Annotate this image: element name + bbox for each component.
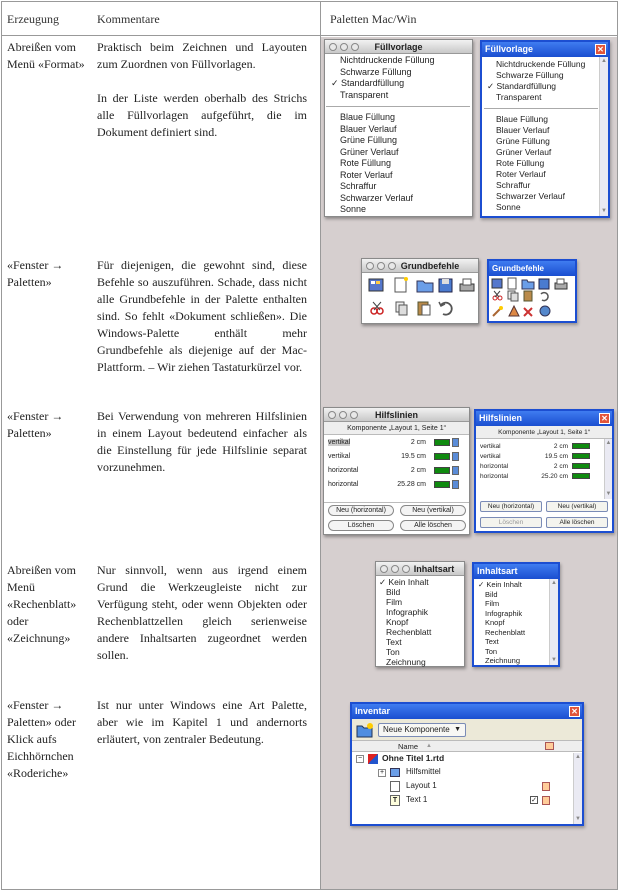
cut-icon (493, 291, 502, 300)
list-item[interactable]: Grüne Füllung (340, 135, 398, 145)
sort-ascending-icon: ▲ (426, 743, 432, 749)
list-item[interactable]: Grüne Füllung (496, 136, 550, 146)
new-folder-icon[interactable] (356, 722, 374, 738)
document-icon (368, 754, 378, 764)
close-dot-icon[interactable] (366, 262, 374, 270)
tree-item[interactable]: Hilfsmittel (406, 767, 441, 776)
zoom-dot-icon[interactable] (350, 411, 358, 419)
zoom-dot-icon[interactable] (388, 262, 396, 270)
list-item[interactable]: Ton (485, 646, 498, 656)
list-item[interactable]: Infographik (485, 608, 523, 618)
document-name[interactable]: Ohne Titel 1.rtd (382, 753, 445, 763)
close-icon[interactable]: ✕ (599, 413, 610, 424)
scroll-down-icon[interactable]: ▼ (575, 816, 581, 822)
copy-icon (396, 302, 407, 315)
layout-icon (390, 781, 400, 792)
close-icon[interactable]: ✕ (569, 706, 580, 717)
list-item[interactable]: Zeichnung (386, 657, 426, 667)
color-swatch[interactable] (434, 481, 450, 488)
zoom-dot-icon[interactable] (402, 565, 410, 573)
list-item[interactable]: Knopf (386, 617, 409, 627)
list-item[interactable]: Rechenblatt (485, 627, 526, 637)
palette-titlebar[interactable] (474, 564, 558, 579)
stepper[interactable] (452, 480, 459, 489)
list-item[interactable]: Zeichnung (485, 656, 521, 665)
content-type-list (376, 576, 464, 667)
grundbefehle-win-palette (487, 259, 577, 323)
minimize-dot-icon[interactable] (339, 411, 347, 419)
scroll-up-icon[interactable]: ▲ (601, 58, 607, 64)
kommentar-text: Ist nur unter Windows eine Art Palette, aber wie im Kapitel 1 und andernorts erläutert, von zentraler Bedeutung. (97, 698, 307, 746)
header-kommentare: Kommentare (97, 12, 160, 26)
palette-titlebar[interactable] (325, 40, 472, 54)
tree-item[interactable]: Layout 1 (406, 781, 437, 790)
fuellvorlage-win-palette (480, 40, 610, 218)
scroll-down-icon[interactable]: ▼ (605, 491, 612, 497)
print-icon (460, 279, 474, 291)
table-header (2, 2, 617, 36)
erzeugung-cell: «Fenster → Paletten» (7, 409, 64, 440)
tool-icon (509, 306, 519, 316)
delete-button[interactable]: Löschen (480, 517, 542, 528)
color-swatch[interactable] (572, 453, 590, 459)
kommentar-text: Für diejenigen, die gewohnt sind, diese Befehle so auszuführen. Schade, dass nicht alle Grundbefehle in der Palette enthalten sind. So fehlt «Dokument schließen». Die Windows-Palette enthält mehr Grundbefehle als diejenige auf der Mac-Plattform. – Wir ziehen Tastaturkürzel vor. (97, 258, 307, 374)
minimize-dot-icon[interactable] (377, 262, 385, 270)
text-icon: T (390, 795, 400, 806)
guide-orientation: vertikal (328, 453, 351, 460)
inventar-tree (352, 752, 582, 820)
list-item[interactable]: Film (485, 599, 500, 608)
paste-icon (418, 302, 430, 315)
scroll-up-icon[interactable]: ▲ (575, 754, 581, 760)
list-item[interactable]: Nichtdruckende Füllung (496, 59, 586, 69)
guide-value: 19.5 cm (544, 453, 568, 460)
kommentar-cell (97, 39, 307, 141)
delete-button[interactable]: Löschen (328, 520, 394, 531)
list-item[interactable]: Roter Verlauf (496, 169, 546, 179)
palette-title: Füllvorlage (485, 44, 534, 54)
fuellvorlage-mac-palette (324, 39, 473, 217)
list-item[interactable]: ✓ Kein Inhalt (379, 577, 429, 587)
header-paletten: Paletten Mac/Win (330, 12, 417, 26)
color-swatch[interactable] (434, 453, 450, 460)
guide-orientation: vertikal (480, 443, 501, 450)
scrollbar[interactable] (549, 579, 558, 665)
list-item[interactable]: ✓ Standardfüllung (487, 81, 557, 91)
content-type-list (474, 579, 558, 666)
list-item[interactable]: Nichtdruckende Füllung (340, 55, 435, 65)
stepper[interactable] (452, 438, 459, 447)
kommentar-cell (97, 408, 307, 476)
stepper[interactable] (452, 452, 459, 461)
guide-orientation: horizontal (328, 481, 359, 488)
list-item[interactable]: Text (485, 637, 499, 646)
list-item[interactable]: Blaue Füllung (496, 114, 548, 124)
dropdown-label: Neue Komponente (383, 725, 450, 734)
list-item[interactable]: Transparent (496, 92, 542, 102)
guide-value: 2 cm (553, 463, 568, 470)
lock-column-icon (545, 742, 554, 750)
list-item[interactable]: Grüner Verlauf (496, 147, 552, 157)
color-swatch[interactable] (572, 473, 590, 479)
palette-titlebar[interactable] (476, 411, 612, 426)
print-icon (555, 279, 567, 289)
list-item[interactable]: Blaue Füllung (340, 112, 396, 122)
list-item[interactable]: Text (386, 637, 402, 647)
palette-titlebar[interactable] (324, 408, 469, 422)
guide-value: 25.28 cm (397, 481, 426, 488)
palette-title: Grundbefehle (492, 264, 545, 273)
palette-title: Inhaltsart (477, 566, 518, 576)
grundbefehle-mac-palette (361, 258, 479, 324)
scrollbar[interactable] (573, 753, 582, 824)
color-swatch[interactable] (434, 467, 450, 474)
palette-title: Hilfslinien (479, 413, 523, 423)
command-icons (489, 276, 575, 321)
inhaltsart-win-palette (472, 562, 560, 667)
scroll-down-icon[interactable]: ▼ (601, 208, 607, 214)
palette-title: Füllvorlage (374, 42, 423, 52)
guide-list (324, 435, 469, 503)
component-label: Komponente „Layout 1, Seite 1“ (324, 422, 469, 435)
scroll-down-icon[interactable]: ▼ (551, 657, 557, 663)
list-item[interactable]: Schwarzer Verlauf (496, 191, 565, 201)
cut-icon (371, 302, 383, 314)
color-swatch[interactable] (572, 443, 590, 449)
erzeugung-cell: Abreißen vom Menü «Rechenblatt» oder «Zeichnung» (7, 563, 77, 645)
open-folder-icon (417, 281, 433, 292)
palette-titlebar[interactable] (482, 42, 608, 57)
kommentar-cell (97, 697, 307, 748)
palette-titlebar[interactable] (376, 562, 464, 576)
kommentar-cell (97, 257, 307, 376)
close-icon[interactable]: ✕ (595, 44, 606, 55)
minimize-dot-icon[interactable] (391, 565, 399, 573)
list-item[interactable]: Roter Verlauf (340, 169, 393, 180)
list-item[interactable]: Schwarzer Verlauf (340, 192, 414, 203)
new-component-dropdown[interactable] (378, 723, 466, 737)
erzeugung-cell: «Fenster → Paletten» (7, 258, 64, 289)
list-item[interactable]: Blauer Verlauf (496, 125, 550, 135)
starter-center-icon (492, 279, 502, 288)
list-item[interactable]: Film (386, 597, 403, 607)
hilfslinien-win-palette (474, 409, 614, 533)
minimize-dot-icon[interactable] (340, 43, 348, 51)
list-item[interactable]: ✓ Kein Inhalt (478, 580, 522, 589)
folder-icon (390, 768, 400, 777)
delete-all-button[interactable]: Alle löschen (400, 520, 466, 531)
starter-center-icon (369, 279, 383, 291)
kommentar-text: In der Liste werden oberhalb des Strichs alle Füllvorlagen aufgeführt, die im Dokument definiert sind. (97, 91, 307, 139)
command-buttons (362, 273, 478, 330)
inventar-toolbar (352, 719, 582, 741)
guide-orientation: horizontal (480, 463, 509, 470)
list-item[interactable]: Bild (485, 589, 498, 599)
guide-orientation: vertikal (328, 439, 351, 446)
list-item[interactable]: Infographik (386, 607, 429, 617)
guide-orientation: horizontal (328, 467, 359, 474)
guide-orientation: horizontal (480, 473, 509, 480)
palette-title: Grundbefehle (400, 261, 460, 271)
tree-item[interactable]: Text 1 (406, 795, 428, 804)
guide-value: 2 cm (410, 467, 426, 474)
close-dot-icon[interactable] (380, 565, 388, 573)
tool2-icon (524, 308, 532, 316)
list-item[interactable]: Knopf (485, 618, 505, 627)
save-icon (439, 279, 452, 292)
close-dot-icon[interactable] (328, 411, 336, 419)
chevron-down-icon: ▼ (454, 726, 461, 733)
wand-icon (493, 306, 503, 316)
scrollbar[interactable] (604, 439, 612, 499)
palette-title: Inhaltsart (413, 564, 455, 574)
expand-icon[interactable]: + (379, 769, 385, 776)
guide-list (476, 439, 612, 499)
lock-icon[interactable] (542, 782, 550, 791)
checkbox-checked[interactable]: ✓ (531, 797, 537, 804)
list-item[interactable]: Grüner Verlauf (340, 146, 399, 157)
panel-title: Inventar (355, 706, 391, 716)
guide-orientation: vertikal (480, 453, 501, 460)
palette-title: Hilfslinien (374, 410, 418, 420)
paste-icon (524, 291, 532, 301)
scroll-up-icon[interactable]: ▲ (605, 440, 612, 446)
list-item[interactable]: Rote Füllung (340, 158, 392, 168)
guide-row[interactable] (480, 471, 604, 482)
fill-list (325, 54, 472, 216)
list-item[interactable]: Transparent (340, 89, 389, 100)
list-item[interactable]: Rote Füllung (496, 158, 545, 168)
color-swatch[interactable] (572, 463, 590, 469)
color-swatch[interactable] (434, 439, 450, 446)
list-item[interactable]: Schraffur (340, 181, 377, 191)
list-item[interactable]: Sonne (340, 204, 367, 214)
delete-all-button[interactable]: Alle löschen (546, 517, 608, 528)
name-column-label: Name (398, 742, 419, 751)
list-item[interactable]: Bild (386, 587, 401, 597)
palette-titlebar[interactable] (362, 259, 478, 273)
list-item[interactable]: ✓ Standardfüllung (331, 78, 405, 88)
palette-titlebar[interactable] (489, 261, 575, 276)
list-item[interactable]: Schwarze Füllung (340, 66, 412, 77)
scrollbar[interactable] (599, 57, 608, 216)
undo-icon (541, 293, 548, 301)
fill-list (482, 57, 608, 213)
tool3-icon (540, 306, 550, 316)
undo-icon (439, 302, 452, 315)
lock-icon[interactable] (542, 796, 550, 805)
column-header[interactable] (352, 741, 582, 752)
guide-value: 2 cm (553, 443, 568, 450)
guide-value: 2 cm (410, 439, 426, 446)
inhaltsart-mac-palette (375, 561, 465, 667)
erzeugung-cell: «Fenster → Paletten» oder Klick aufs Eichhörnchen «Roderiche» (7, 698, 76, 780)
kommentar-text: Nur sinnvoll, wenn aus irgend einem Grund die Werkzeugleiste nicht zur Verfügung steht, oder wenn Objekten oder Rechenblattzellen gleich serienweise andere Inhaltsarten zugeordnet werden sollen. (97, 563, 307, 662)
list-item[interactable]: Schwarze Füllung (496, 70, 564, 80)
hilfslinien-mac-palette (323, 407, 470, 535)
new-horizontal-button[interactable]: Neu (horizontal) (480, 501, 542, 512)
new-document-icon (508, 278, 516, 289)
guide-row[interactable] (328, 451, 466, 462)
copy-icon (508, 291, 518, 301)
list-item[interactable]: Schraffur (496, 180, 531, 190)
guide-value: 19.5 cm (401, 453, 426, 460)
new-vertical-button[interactable]: Neu (vertikal) (546, 501, 608, 512)
collapse-icon[interactable]: − (357, 755, 363, 762)
erzeugung-cell: Abreißen vom Menü «Format» (7, 40, 85, 71)
list-item[interactable]: Rechenblatt (386, 627, 432, 637)
guide-row[interactable] (328, 437, 466, 448)
save-icon (539, 279, 549, 289)
divider (326, 106, 470, 107)
guide-row[interactable] (328, 465, 466, 476)
new-vertical-button[interactable]: Neu (vertikal) (400, 505, 466, 516)
component-label: Komponente „Layout 1, Seite 1“ (476, 426, 612, 439)
kommentar-text: Bei Verwendung von mehreren Hilfslinien in einem Layout bedeutend einfacher als die Einstellung für jede Hilfslinie separat vorzunehmen. (97, 409, 307, 474)
new-document-icon (395, 277, 408, 292)
list-item[interactable]: Blauer Verlauf (340, 123, 397, 134)
close-dot-icon[interactable] (329, 43, 337, 51)
inventar-win-panel (350, 702, 584, 826)
divider (484, 108, 598, 109)
guide-value: 25.20 cm (541, 473, 568, 480)
header-erzeugung: Erzeugung (7, 12, 59, 26)
guide-row[interactable] (328, 479, 466, 490)
stepper[interactable] (452, 466, 459, 475)
list-item[interactable]: Ton (386, 647, 400, 657)
panel-titlebar[interactable] (352, 704, 582, 719)
list-item[interactable]: Sonne (496, 202, 521, 212)
scroll-up-icon[interactable]: ▲ (551, 580, 557, 586)
zoom-dot-icon[interactable] (351, 43, 359, 51)
new-horizontal-button[interactable]: Neu (horizontal) (328, 505, 394, 516)
open-folder-icon (522, 280, 534, 289)
kommentar-cell (97, 562, 307, 664)
command-icons (365, 275, 477, 323)
kommentar-text: Praktisch beim Zeichnen und Layouten zum Zuordnen von Füllvorlagen. (97, 40, 307, 71)
